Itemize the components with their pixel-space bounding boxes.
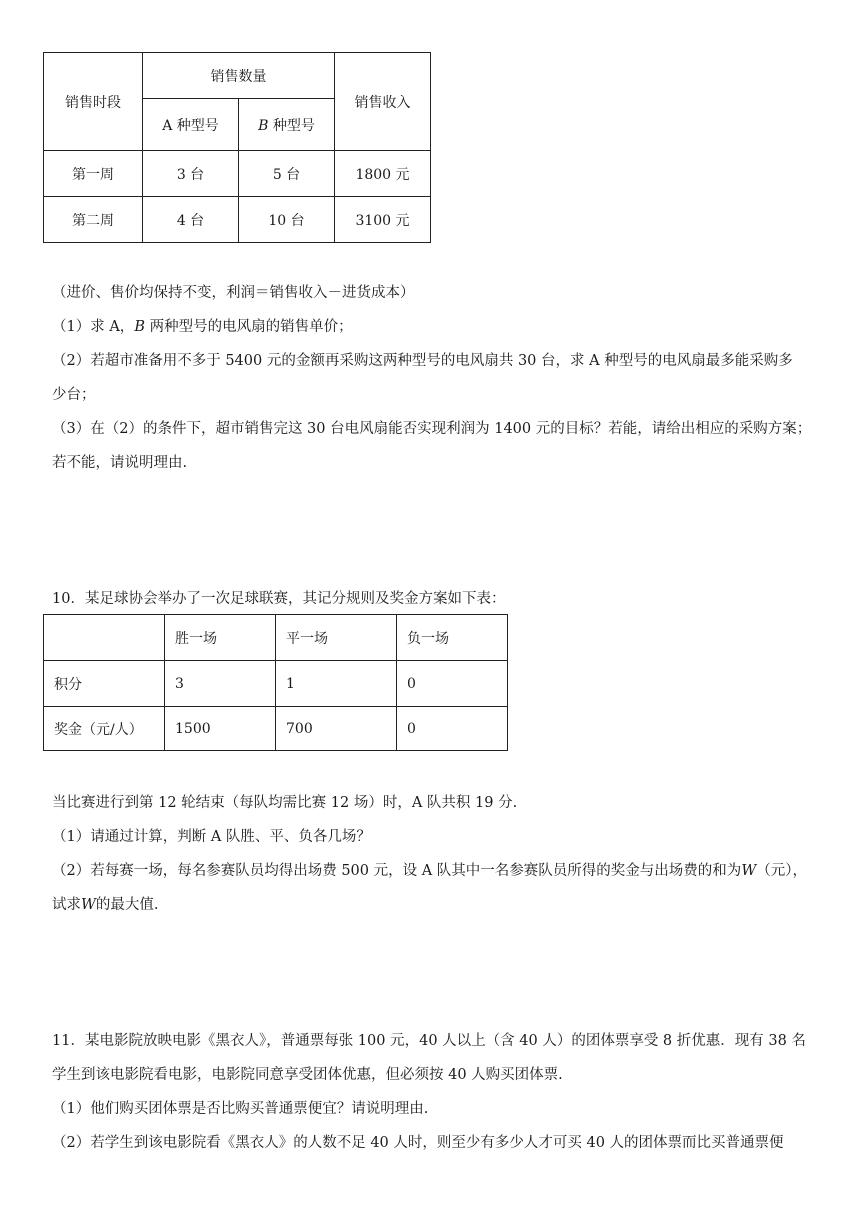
q9-part3-line1: （3）在（2）的条件下，超市销售完这 30 台电风扇能否实现利润为 1400 元的目标？若能，请给出相应的采购方案； [52,421,812,437]
q11-part1: （1）他们购买团体票是否比购买普通票便宜？请说明理由. [52,1101,429,1117]
q9-part2-line1: （2）若超市准备用不多于 5400 元的金额再采购这两种型号的电风扇共 30 台，求 A 种型号的电风扇最多能采购多 [52,353,793,369]
table-row: 第一周 3 台 5 台 1800 元 [44,151,431,197]
q9-part1: （1）求 A，B 两种型号的电风扇的销售单价； [52,319,353,335]
table-row: 积分 3 1 0 [44,661,508,707]
header-income: 销售收入 [335,53,431,151]
header-quantity: 销售数量 [143,53,335,99]
q10-stem: 当比赛进行到第 12 轮结束（每队均需比赛 12 场）时，A 队共积 19 分. [52,795,518,811]
q11-line1: 11．某电影院放映电影《黑衣人》，普通票每张 100 元，40 人以上（含 40 人）的团体票享受 8 折优惠．现有 38 名 [52,1033,806,1049]
sales-table [43,52,431,243]
table-row: 胜一场 平一场 负一场 [44,615,508,661]
var-b: B [258,117,269,134]
header-period: 销售时段 [44,53,143,151]
q10-part1: （1）请通过计算，判断 A 队胜、平、负各几场？ [52,829,371,845]
q9-note: （进价、售价均保持不变，利润＝销售收入－进货成本） [52,285,415,301]
q11-part2: （2）若学生到该电影院看《黑衣人》的人数不足 40 人时，则至少有多少人才可买 40 人的团体票而比买普通票便 [52,1135,784,1151]
q10-intro: 10．某足球协会举办了一次足球联赛，其记分规则及奖金方案如下表： [52,591,506,607]
q9-part2-line2: 少台； [52,387,96,403]
q9-part3-line2: 若不能，请说明理由. [52,455,188,471]
table-row: 奖金（元/人） 1500 700 0 [44,707,508,751]
q10-part2-line2: 试求W的最大值. [52,897,159,913]
q11-line2: 学生到该电影院看电影，电影院同意享受团体优惠，但必须按 40 人购买团体票. [52,1067,563,1083]
q10-part2-line1: （2）若每赛一场，每名参赛队员均得出场费 500 元，设 A 队其中一名参赛队员所得的奖金与出场费的和为W（元）， [52,863,807,879]
table-row: 第二周 4 台 10 台 3100 元 [44,197,431,243]
scoring-table [43,614,508,751]
header-type-a: A 种型号 [143,99,239,151]
header-type-b: B 种型号 [239,99,335,151]
